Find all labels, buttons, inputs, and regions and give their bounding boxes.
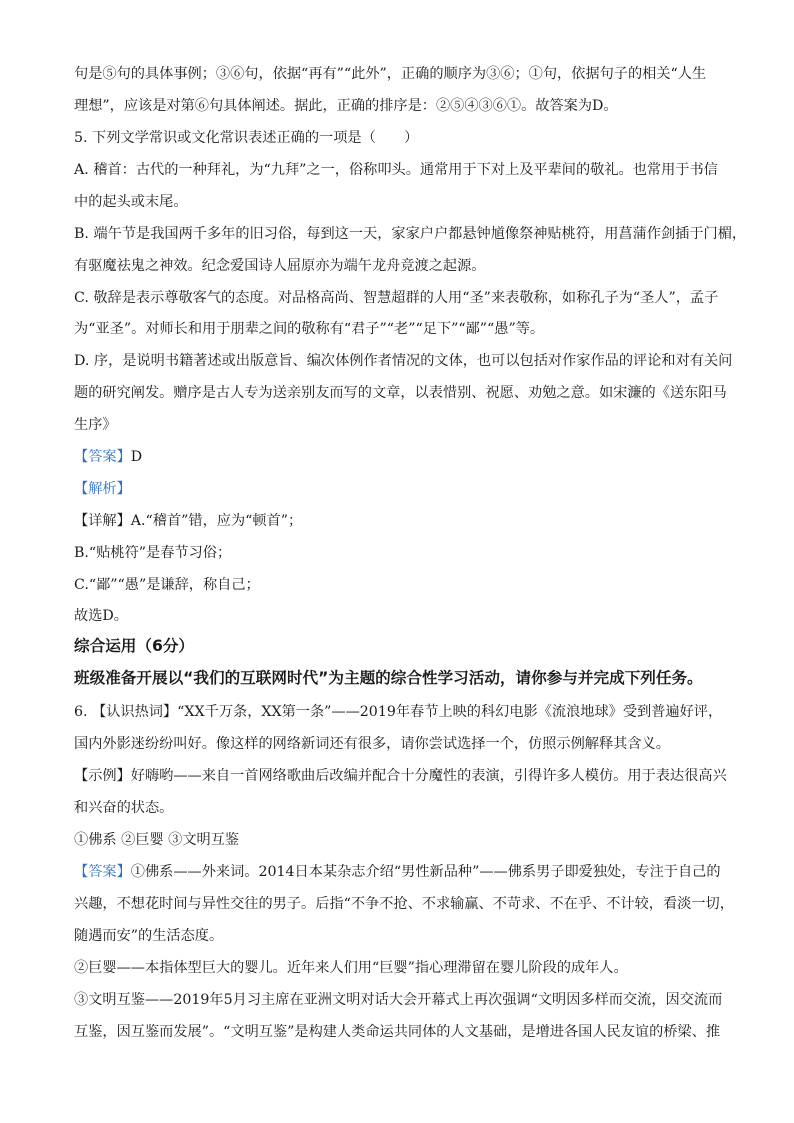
option-a: A. 稽首：古代的一种拜礼，为“九拜”之一，俗称叩头。通常用于下对上及平辈间的敬礼。也常用于书信 xyxy=(74,162,718,178)
option-b: B. 端午节是我国两千多年的旧习俗，每到这一天，家家户户都悬钟馗像祭神贴桃符，用菖蒲作剑插于门楣， xyxy=(74,226,747,242)
answer-value: D xyxy=(130,449,143,465)
option-d: D. 序，是说明书籍著述或出版意旨、编次体例作者情况的文体，也可以包括对作家作品的评论和对有关问 xyxy=(74,353,733,369)
conclusion-line: 故选D。 xyxy=(74,608,128,624)
question-6-stem-cont: 国内外影迷纷纷叫好。像这样的网络新词还有很多，请你尝试选择一个，仿照示例解释其含义。 xyxy=(74,736,670,752)
answer-6-label: 【答案】 xyxy=(74,864,131,880)
option-d-cont: 生序》 xyxy=(74,417,117,433)
answer-6-cont: 随遇而安”的生活态度。 xyxy=(74,928,224,944)
choice-list: ①佛系 ②巨婴 ③文明互鉴 xyxy=(74,832,240,848)
explanation-line: B.“贴桃符”是春节习俗； xyxy=(74,545,232,561)
example-cont: 和兴奋的状态。 xyxy=(74,800,174,816)
explanation-line: C.“鄙”“愚”是谦辞，称自己； xyxy=(74,577,260,593)
example-text: 好嗨哟——来自一首网络歌曲后改编并配合十分魔性的表演，引得许多人模仿。用于表达很高兴 xyxy=(130,768,727,784)
answer-6-item-3: ③文明互鉴——2019年5月习主席在亚洲文明对话大会开幕式上再次强调“文明因多样而交流，因交流而 xyxy=(74,992,723,1008)
answer-6-cont: 兴趣，不想花时间与异性交往的男子。后指“不争不抢、不求输赢、不苛求、不在乎、不计较，看淡一切， xyxy=(74,896,734,912)
text-line: 理想”，应该是对第⑥句具体阐述。据此，正确的排序是：②⑤④③⑥①。故答案为D。 xyxy=(74,98,618,114)
answer-6-item-3-cont: 互鉴，因互鉴而发展”。“文明互鉴”是构建人类命运共同体的人文基础，是增进各国人民友谊的桥梁、推 xyxy=(74,1024,721,1040)
detail-text: A.“稽首”错，应为“顿首”； xyxy=(130,513,303,529)
section-heading: 综合运用（6分） xyxy=(74,637,195,655)
question-5-stem: 5. 下列文学常识或文化常识表述正确的一项是（ ） xyxy=(74,130,419,146)
option-a-cont: 中的起头或末尾。 xyxy=(74,194,188,210)
text-line: 句是⑤句的具体事例；③⑥句，依据“再有”“此外”，正确的顺序为③⑥；①句，依据句子的相关“人生 xyxy=(74,66,707,82)
answer-6-line xyxy=(74,862,734,882)
section-intro: 班级准备开展以“我们的互联网时代”为主题的综合性学习活动，请你参与并完成下列任务。 xyxy=(74,669,703,687)
example-label: 【示例】 xyxy=(74,768,131,784)
option-b-cont: 有驱魔祛鬼之神效。纪念爱国诗人屈原亦为端午龙舟竞渡之起源。 xyxy=(74,258,486,274)
question-6-stem: 6. 【认识热词】“XX千万条，XX第一条”——2019年春节上映的科幻电影《流浪地球》受到普遍好评， xyxy=(74,704,723,720)
detail-label: 【详解】 xyxy=(74,513,131,529)
answer-line xyxy=(74,447,734,467)
answer-label: 【答案】 xyxy=(74,449,131,465)
option-c: C. 敬辞是表示尊敬客气的态度。对品格高尚、智慧超群的人用“圣”来表敬称，如称孔子为“圣人”，孟子 xyxy=(74,290,719,306)
option-d-cont: 题的研究阐发。赠序是古人专为送亲别友而写的文章，以表惜别、祝愿、劝勉之意。如宋濂的《送东阳马 xyxy=(74,385,727,401)
answer-6-item-2: ②巨婴——本指体型巨大的婴儿。近年来人们用“巨婴”指心理滞留在婴儿阶段的成年人。 xyxy=(74,960,628,976)
example-line xyxy=(74,766,734,786)
answer-6-text: ①佛系——外来词。2014日本某杂志介绍“男性新品种”——佛系男子即爱独处，专注于自己的 xyxy=(130,864,721,880)
detail-line xyxy=(74,511,734,531)
option-c-cont: 为“亚圣”。对师长和用于朋辈之间的敬称有“君子”“老”“足下”“鄙”“愚”等。 xyxy=(74,321,545,337)
analysis-label: 【解析】 xyxy=(74,481,131,497)
